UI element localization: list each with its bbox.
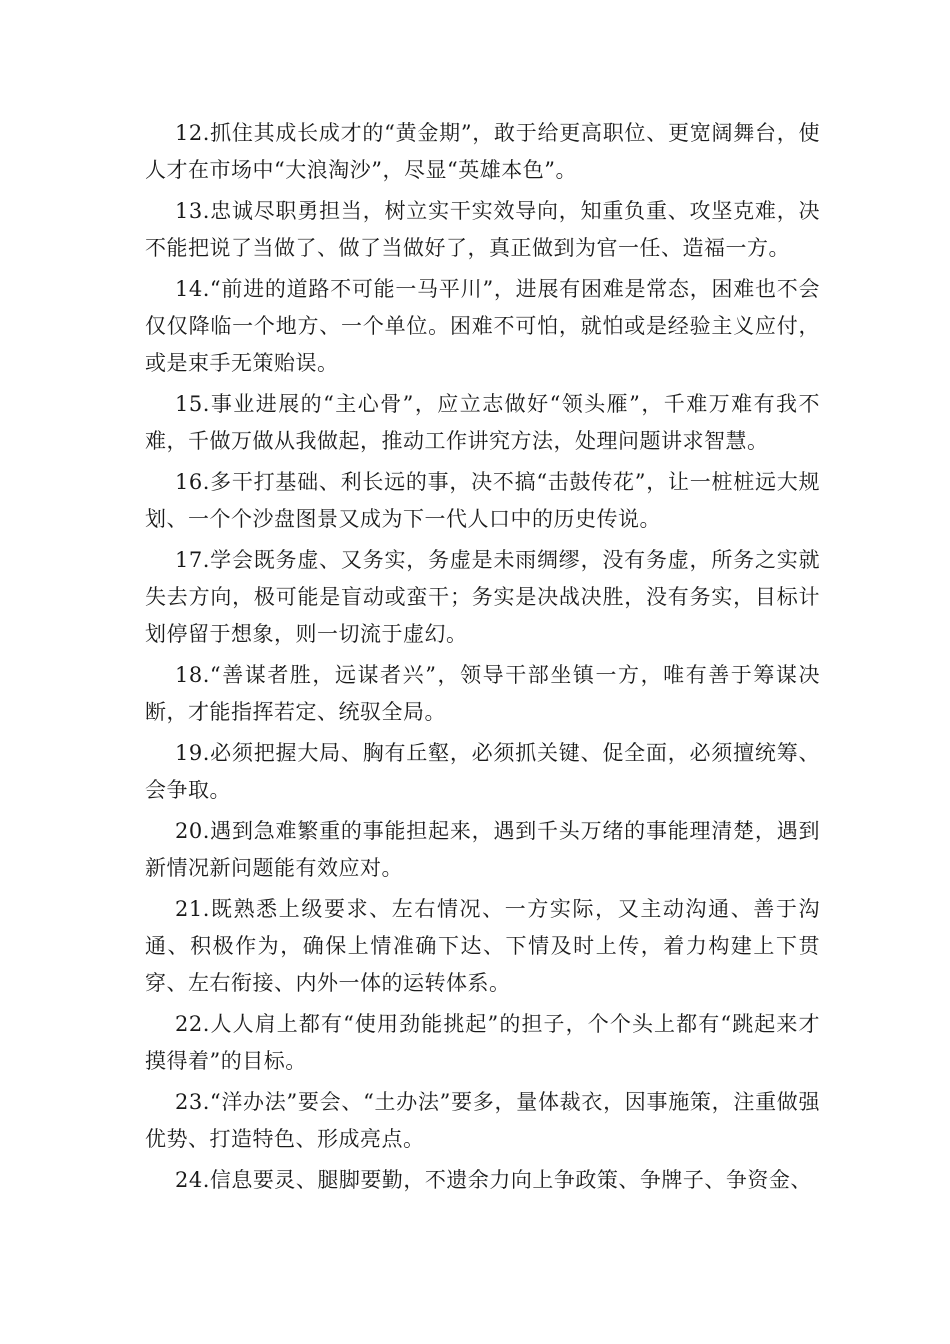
document-body [145, 115, 820, 1203]
paragraph-17: 17.学会既务虚、又务实，务虚是未雨绸缪，没有务虚，所务之实就失去方向，极可能是盲动或蛮干；务实是决战决胜，没有务实，目标计划停留于想象，则一切流于虚幻。 [145, 548, 820, 646]
paragraph-15: 15.事业进展的“主心骨”，应立志做好“领头雁”，千难万难有我不难，千做万做从我做起，推动工作讲究方法，处理问题讲求智慧。 [145, 392, 820, 453]
paragraph-18: 18.“善谋者胜，远谋者兴”，领导干部坐镇一方，唯有善于筹谋决断，才能指挥若定、统驭全局。 [145, 663, 820, 724]
paragraph-12: 12.抓住其成长成才的“黄金期”，敢于给更高职位、更宽阔舞台，使人才在市场中“大浪淘沙”，尽显“英雄本色”。 [145, 121, 820, 182]
paragraph-20: 20.遇到急难繁重的事能担起来，遇到千头万绪的事能理清楚，遇到新情况新问题能有效应对。 [145, 819, 820, 880]
paragraph-24: 24.信息要灵、腿脚要勤，不遗余力向上争政策、争牌子、争资金、 [175, 1168, 812, 1192]
paragraph-14: 14.“前进的道路不可能一马平川”，进展有困难是常态，困难也不会仅仅降临一个地方、一个单位。困难不可怕，就怕或是经验主义应付，或是束手无策贻误。 [145, 277, 820, 375]
paragraph-22: 22.人人肩上都有“使用劲能挑起”的担子，个个头上都有“跳起来才摸得着”的目标。 [145, 1012, 820, 1073]
paragraph-23: 23.“洋办法”要会、“土办法”要多，量体裁衣，因事施策，注重做强优势、打造特色、形成亮点。 [145, 1090, 820, 1151]
paragraph-16: 16.多干打基础、利长远的事，决不搞“击鼓传花”，让一桩桩远大规划、一个个沙盘图景又成为下一代人口中的历史传说。 [145, 470, 820, 531]
paragraph-21: 21.既熟悉上级要求、左右情况、一方实际，又主动沟通、善于沟通、积极作为，确保上情准确下达、下情及时上传，着力构建上下贯穿、左右衔接、内外一体的运转体系。 [145, 897, 820, 995]
paragraph-19: 19.必须把握大局、胸有丘壑，必须抓关键、促全面，必须擅统筹、会争取。 [145, 741, 820, 802]
paragraph-13: 13.忠诚尽职勇担当，树立实干实效导向，知重负重、攻坚克难，决不能把说了当做了、做了当做好了，真正做到为官一任、造福一方。 [145, 199, 820, 260]
